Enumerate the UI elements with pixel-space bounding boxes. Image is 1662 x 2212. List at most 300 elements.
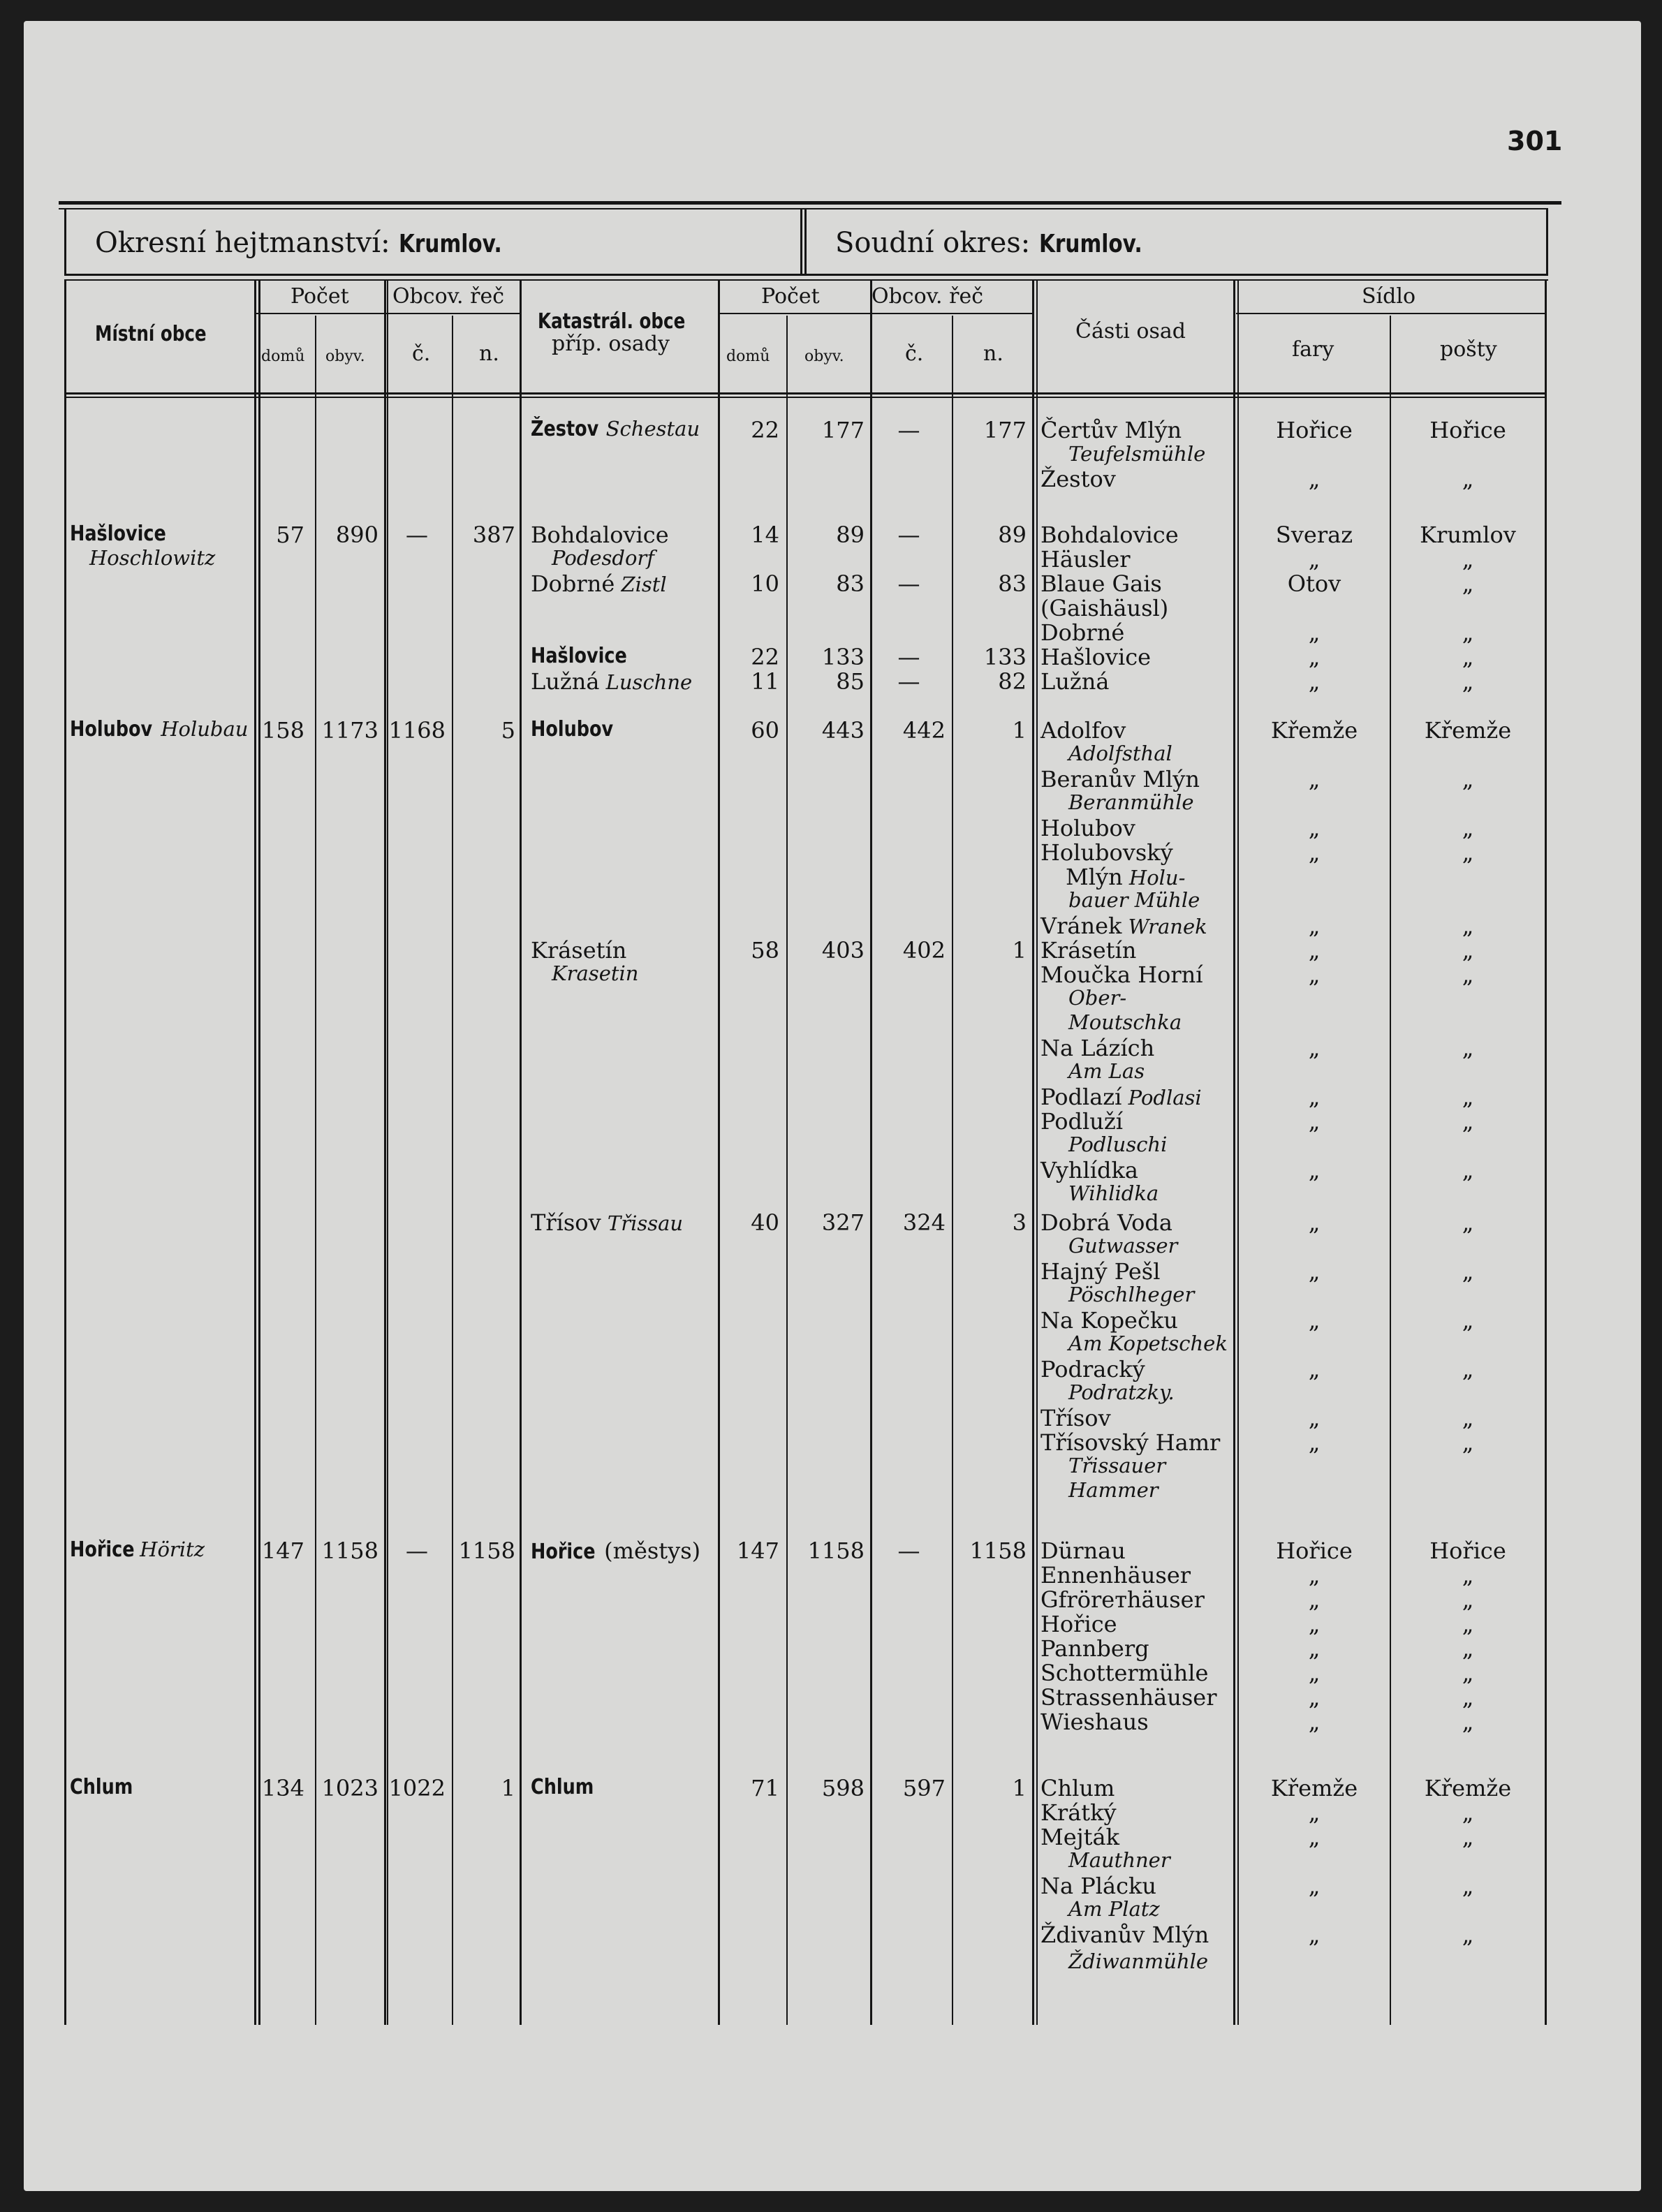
sidlo-posta: „ [1462,1562,1474,1588]
sidlo-fara: „ [1308,766,1321,792]
cell-od: 158 [261,717,304,744]
cast-osady [1040,1637,1149,1660]
sidlo-fara: „ [1308,1429,1321,1456]
cast-osady [1040,621,1124,644]
rule-subhead-2 [719,313,1034,314]
cell-on: 387 [472,522,515,548]
cast-osady [1040,1309,1178,1332]
cast-osady-name: Bohdalovice [1040,522,1179,548]
cast-osady-name: Wieshaus [1040,1709,1149,1735]
sidlo-posta: „ [1462,1035,1474,1061]
cast-osady-name: Ždivanův Mlýn [1040,1922,1209,1948]
sidlo-posta: „ [1462,546,1474,573]
sidlo-fara: Křemže [1270,1775,1358,1801]
col-katastral-1: Katastrál. obce [538,309,686,334]
katastral-obec [531,1540,700,1563]
bar-left [64,208,66,275]
col-domu-1: domů [261,348,305,365]
cast-osady-name: Čertův Mlýn [1040,417,1182,443]
cast-osady [1040,1358,1145,1380]
col-pocet-2: Počet [761,284,820,309]
cell-kd: 60 [751,717,779,744]
cell-kn: 1 [1012,1775,1027,1801]
katastral-obec [531,719,628,740]
sidlo-posta: „ [1462,1157,1474,1184]
sidlo-fara: „ [1308,466,1321,492]
sidlo-fara: „ [1308,1562,1321,1588]
sidlo-posta: „ [1462,644,1474,670]
cell-od: 57 [276,522,304,548]
sidlo-fara: „ [1308,1209,1321,1236]
cell-ko: 403 [821,937,865,964]
cast-osady-german: Gutwasser [1068,1234,1178,1258]
sidlo-fara: „ [1308,961,1321,988]
katastral-german: Luschne [599,670,693,694]
cell-kn: 1 [1012,937,1027,964]
col-line-2 [315,316,316,2025]
col-line-3 [384,279,386,2025]
sidlo-posta: Křemže [1424,717,1512,744]
cast-osady-german: Mauthner [1068,1848,1170,1872]
cast-osady-name: Blaue Gais [1040,570,1162,597]
sidlo-posta: Krumlov [1420,522,1516,548]
cell-oo: 1023 [321,1775,378,1801]
cast-osady-german: Moutschka [1068,1010,1182,1034]
katastral-obec [531,1777,605,1798]
cast-osady [1040,1588,1205,1611]
court-title [835,229,1165,257]
cast-osady-name: Žestov [1040,466,1116,492]
cell-kn: 133 [983,644,1027,670]
cast-osady [1040,768,1200,790]
cast-osady-name: Třísov [1040,1405,1111,1431]
cell-kn: 177 [983,417,1027,443]
cast-osady-german: Podlasi [1122,1086,1202,1109]
sidlo-posta: „ [1462,1611,1474,1637]
sidlo-posta: Hořice [1429,417,1506,443]
court-name: Krumlov. [1038,230,1142,258]
cast-osady-german: Ždiwanmühle [1068,1949,1209,1973]
cast-osady-name: Ennenhäuser [1040,1562,1191,1588]
cast-osady-name: Podracký [1040,1356,1145,1382]
cast-osady [1040,1037,1154,1059]
sidlo-posta: „ [1462,1356,1474,1382]
obec-name [70,524,183,545]
katastral-name: Lužná [531,668,600,695]
cast-osady [1040,570,1162,597]
col-line-10 [1032,279,1034,2025]
district-name: Krumlov. [399,230,502,258]
cell-kc: — [897,644,920,670]
sidlo-posta: „ [1462,766,1474,792]
cast-osady-name: Strassenhäuser [1040,1684,1217,1711]
cast-osady-german: Am Las [1068,1059,1145,1083]
cast-osady [1040,841,1173,864]
court-label: Soudní okres: [835,227,1031,259]
cast-osady-name: Adolfov [1040,717,1126,744]
cast-osady [1040,937,1137,964]
sidlo-posta: „ [1462,961,1474,988]
katastral-obec [531,646,644,667]
sidlo-posta: „ [1462,1799,1474,1826]
sidlo-fara: „ [1308,1873,1321,1899]
cast-osady-german: Am Platz [1068,1897,1160,1921]
col-obcov-2: Obcov. řeč [872,284,984,309]
katastral-obec [531,937,627,964]
cast-osady-german: Hammer [1068,1478,1159,1502]
cast-osady [1040,1431,1220,1454]
sidlo-fara: „ [1308,668,1321,695]
sidlo-posta: „ [1462,1307,1474,1334]
sidlo-fara: „ [1308,1635,1321,1662]
cell-kc: — [897,417,920,443]
col-sidlo: Sídlo [1362,284,1416,309]
cast-osady [1066,866,1185,888]
col-obyv-2: obyv. [804,348,844,365]
obec-name [70,1777,144,1798]
cell-oc: 1168 [388,717,446,744]
cast-osady-name: Krátký [1040,1799,1117,1826]
col-domu-2: domů [726,348,770,365]
sidlo-posta: „ [1462,1824,1474,1850]
cast-osady [1040,419,1182,441]
cast-osady-name: Schottermühle [1040,1660,1209,1686]
cast-osady-name: Pannberg [1040,1635,1149,1662]
cell-kn: 3 [1012,1209,1027,1236]
rule-bar-bottom [64,274,1548,276]
cast-osady [1040,1157,1138,1184]
cell-kc: — [897,522,920,548]
cast-osady [1040,1686,1217,1709]
bar-right [1546,208,1548,275]
cell-kd: 22 [751,644,779,670]
cast-osady-german: Pöschlheger [1068,1283,1195,1306]
sidlo-posta: „ [1462,1635,1474,1662]
cast-osady-german: Ober- [1068,986,1127,1010]
cell-ko: 89 [836,522,865,548]
cast-osady-german: bauer Mühle [1068,888,1200,912]
obec-name [70,719,248,740]
cast-osady-name: Na Kopečku [1040,1307,1178,1334]
sidlo-posta: „ [1462,1429,1474,1456]
sidlo-posta: „ [1462,668,1474,695]
sidlo-posta: „ [1462,937,1474,964]
cast-osady-name: Lužná [1040,668,1110,695]
cast-osady-name: Gfröreтhäuser [1040,1586,1205,1613]
cast-osady [1040,1826,1119,1848]
cast-osady [1040,670,1109,693]
cell-ko: 598 [821,1775,865,1801]
cast-osady [1040,1407,1111,1429]
sidlo-posta: „ [1462,1586,1474,1613]
sidlo-fara: „ [1308,937,1321,964]
cast-osady-name: Dobrné [1040,619,1125,646]
cell-ko: 133 [821,644,865,670]
cast-osady-german: Wranek [1122,915,1207,938]
col-fary: fary [1292,337,1334,362]
cell-on: 1 [501,1775,515,1801]
page-number: 301 [1507,126,1563,156]
sidlo-fara: „ [1308,1684,1321,1711]
cell-kd: 11 [751,668,779,695]
sidlo-fara: Hořice [1276,417,1353,443]
col-line-13 [1545,279,1547,2025]
col-n-2: n. [983,341,1003,366]
cast-osady-name: Vránek [1040,913,1122,939]
sidlo-fara: „ [1308,1356,1321,1382]
katastral-obec [531,1211,683,1234]
cast-osady [1040,597,1168,619]
obec-name [70,1540,205,1561]
katastral-german: Schestau [599,417,700,441]
katastral-german: Podesdorf [552,546,655,570]
cast-osady-german: Adolfsthal [1068,742,1172,765]
sidlo-fara: Otov [1287,570,1341,597]
cast-osady [1040,1801,1117,1824]
katastral-german: Krasetin [552,961,639,985]
sidlo-fara: „ [1308,839,1321,866]
cell-ko: 177 [821,417,865,443]
sidlo-posta: „ [1462,839,1474,866]
cell-kc: 402 [902,937,946,964]
cast-osady-name: Mlýn [1066,864,1123,890]
sidlo-fara: „ [1308,1799,1321,1826]
col-posty: pošty [1440,337,1497,362]
sidlo-posta: Křemže [1424,1775,1512,1801]
cast-osady-german: Teufelsmühle [1068,442,1206,466]
cast-osady-name: Moučka Horní [1040,961,1203,988]
katastral-obec [531,419,700,440]
cell-kd: 71 [751,1775,779,1801]
sidlo-posta: „ [1462,1873,1474,1899]
cast-osady [1040,1875,1156,1897]
cast-osady [1040,1613,1117,1635]
col-pocet-1: Počet [291,284,349,309]
cast-osady [1040,915,1207,937]
sidlo-posta: „ [1462,913,1474,939]
sidlo-posta: „ [1462,466,1474,492]
katastral-name: Třísov [531,1209,601,1236]
cell-od: 147 [261,1538,304,1564]
col-obcov-1: Obcov. řeč [392,284,505,309]
cast-osady-german: Wihlidka [1068,1181,1159,1205]
cell-ko: 327 [821,1209,865,1236]
obec-name-bold: Hašlovice [70,522,166,546]
cast-osady-name: Holubov [1040,815,1135,841]
cell-oc: — [406,522,428,548]
cast-osady [1040,468,1116,490]
cell-kc: 597 [902,1775,946,1801]
sidlo-posta: „ [1462,619,1474,646]
cast-osady [1040,961,1203,988]
sidlo-fara: „ [1308,1108,1321,1135]
cell-kn: 83 [998,570,1027,597]
katastral-note: (městys) [596,1538,701,1564]
cast-osady [1040,546,1131,573]
cell-kd: 58 [751,937,779,964]
katastral-german: Třissau [601,1211,684,1235]
obec-german: Holubau [154,717,249,741]
sidlo-fara: „ [1308,1258,1321,1285]
district-title [95,229,524,257]
cell-od: 134 [261,1775,304,1801]
col-line-10b [1036,279,1038,2025]
cast-osady-name: Hašlovice [1040,644,1152,670]
cast-osady-name: Na Lázích [1040,1035,1155,1061]
cell-kd: 14 [751,522,779,548]
sidlo-fara: „ [1308,1660,1321,1686]
katastral-name: Žestov [531,417,599,441]
cast-osady-german: Třissauer [1068,1454,1166,1477]
sidlo-fara: Křemže [1270,717,1358,744]
cast-osady-name: Holubovský [1040,839,1173,866]
katastral-name: Bohdalovice [531,522,669,548]
sidlo-fara: „ [1308,644,1321,670]
cast-osady-name: Dobrá Voda [1040,1209,1172,1236]
cast-osady-german: Holu- [1122,866,1186,890]
rule-header-bottom [64,392,1545,395]
col-line-5 [520,279,522,2025]
district-label: Okresní hejtmanství: [95,227,390,259]
obec-german: Höritz [133,1538,205,1561]
sidlo-posta: „ [1462,1684,1474,1711]
cast-osady-name: Krásetín [1040,937,1137,964]
sidlo-posta: „ [1462,1084,1474,1110]
rule-top [59,201,1561,205]
obec-name-bold: Chlum [70,1775,133,1799]
cell-kn: 1 [1012,717,1027,744]
cast-osady-name: Dürnau [1040,1538,1126,1564]
cell-oc: 1022 [388,1775,446,1801]
cast-osady [1040,1086,1202,1108]
cell-kc: — [897,668,920,695]
cast-osady [1040,1110,1123,1133]
katastral-obec [531,524,669,546]
cell-ko: 85 [836,668,865,695]
sidlo-fara: „ [1308,1922,1321,1948]
obec-name-bold: Holubov [70,717,153,742]
sidlo-fara: „ [1308,1307,1321,1334]
katastral-name: Chlum [531,1775,594,1799]
cast-osady [1040,1540,1126,1562]
sidlo-fara: „ [1308,1157,1321,1184]
sidlo-fara: „ [1308,1824,1321,1850]
sidlo-fara: „ [1308,913,1321,939]
cast-osady [1040,1564,1191,1586]
sidlo-fara: „ [1308,1611,1321,1637]
cast-osady [1040,817,1135,839]
cast-osady-name: Chlum [1040,1775,1115,1801]
cast-osady [1040,1777,1115,1799]
cell-kc: 324 [902,1209,946,1236]
rule-header-bottom-2 [64,397,1545,398]
cast-osady-name: Podluží [1040,1108,1123,1135]
cast-osady-german: Am Kopetschek [1068,1332,1228,1355]
cast-osady-name: Třísovský Hamr [1040,1429,1221,1456]
cast-osady-german: Podluschi [1068,1133,1168,1156]
cast-osady-german: Beranmühle [1068,790,1194,814]
cell-kn: 1158 [969,1538,1027,1564]
cell-oo: 1173 [321,717,378,744]
sidlo-posta: „ [1462,1922,1474,1948]
katastral-name: Krásetín [531,937,627,964]
sidlo-fara: „ [1308,1035,1321,1061]
katastral-name: Hořice [531,1540,596,1564]
cast-osady [1040,1924,1209,1946]
cast-osady-name: Hajný Pešl [1040,1258,1161,1285]
sidlo-posta: „ [1462,1209,1474,1236]
cast-osady [1040,1711,1149,1733]
sidlo-fara: „ [1308,1405,1321,1431]
sidlo-posta: „ [1462,570,1474,597]
cell-kn: 82 [998,668,1027,695]
cell-kd: 147 [736,1538,779,1564]
cell-ko: 1158 [807,1538,865,1564]
col-katastral-2: příp. osady [552,332,670,356]
cell-kc: — [897,1538,920,1564]
col-line-4 [452,316,453,2025]
cell-oo: 1158 [321,1538,378,1564]
cast-osady-name: Hořice [1040,1611,1117,1637]
sidlo-fara: Sveraz [1275,522,1353,548]
sidlo-posta: „ [1462,1108,1474,1135]
cell-kd: 40 [751,1209,779,1236]
cast-osady-name: Mejták [1040,1824,1119,1850]
sidlo-posta: „ [1462,815,1474,841]
cell-kc: 442 [902,717,946,744]
cast-osady-name: Häusler [1040,546,1131,573]
bar-divider-2 [804,208,807,275]
col-c-1: č. [412,341,431,366]
cell-on: 5 [501,717,515,744]
sidlo-fara: „ [1308,1084,1321,1110]
sidlo-fara: „ [1308,1586,1321,1613]
sidlo-posta: Hořice [1429,1538,1506,1564]
katastral-name: Holubov [531,717,614,742]
sidlo-posta: „ [1462,1258,1474,1285]
katastral-name: Hašlovice [531,644,627,668]
col-line-0 [64,279,66,2025]
col-mistni-obce: Místní obce [95,322,207,346]
sidlo-posta: „ [1462,1709,1474,1735]
cast-osady [1040,719,1126,742]
cast-osady-name: Vyhlídka [1040,1157,1138,1184]
sidlo-posta: „ [1462,1660,1474,1686]
katastral-obec [531,670,692,693]
sidlo-fara: „ [1308,1709,1321,1735]
bar-divider [800,208,802,275]
sidlo-posta: „ [1462,1405,1474,1431]
col-obyv-1: obyv. [325,348,365,365]
cell-kn: 89 [998,522,1027,548]
cell-kc: — [897,570,920,597]
cell-on: 1158 [458,1538,515,1564]
rule-top-thin [59,208,1546,209]
col-line-11 [1233,279,1235,2025]
cast-osady [1040,524,1179,546]
cell-ko: 443 [821,717,865,744]
cell-oc: — [406,1538,428,1564]
col-c-2: č. [905,341,924,366]
katastral-german: Zistl [615,573,667,596]
cast-osady [1040,1211,1172,1234]
obec-german: Hoschlowitz [89,546,216,570]
rule-bar-bottom-2 [64,279,1548,281]
katastral-obec [531,570,667,597]
cast-osady-name: Na Plácku [1040,1873,1157,1899]
sidlo-fara: „ [1308,815,1321,841]
cell-kd: 10 [751,570,779,597]
